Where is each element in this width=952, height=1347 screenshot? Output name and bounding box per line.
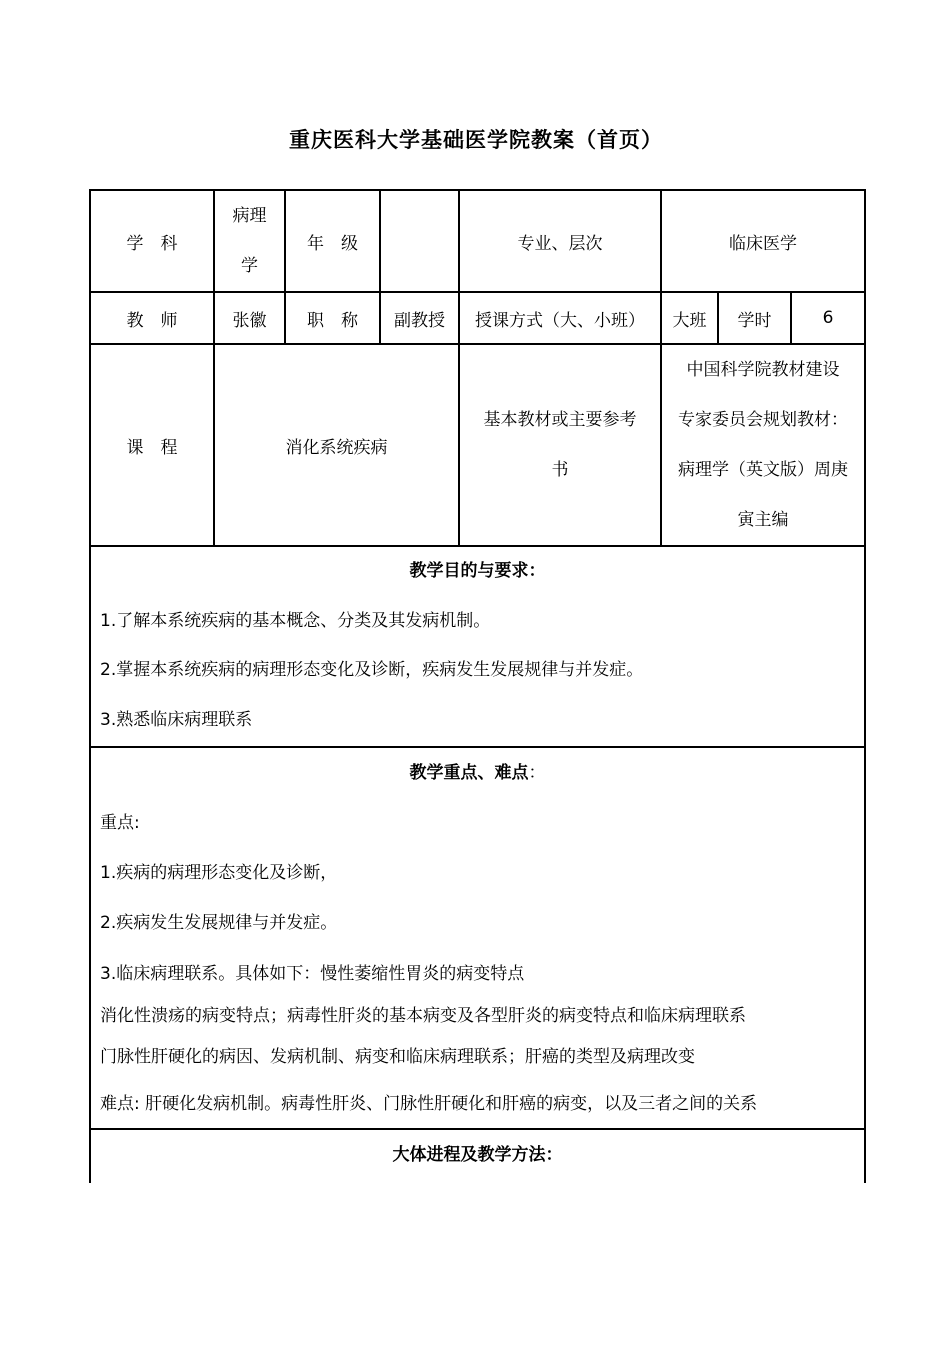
mode-label: 授课方式（大、小班） — [459, 292, 661, 344]
subject-value-line1: 病理 — [232, 206, 267, 226]
keypoints-heading-text: 教学重点、难点 — [409, 763, 529, 783]
info-row-3 — [90, 344, 865, 546]
textbook-value-line: 专家委员会规划教材： — [678, 410, 848, 430]
keypoints-section — [90, 747, 865, 1129]
subject-label: 学 科 — [90, 190, 214, 292]
hours-value: 6 — [791, 292, 865, 344]
keypoint-item: 1.疾病的病理形态变化及诊断， — [100, 863, 338, 883]
grade-value — [380, 190, 459, 292]
textbook-value-line: 中国科学院教材建设 — [686, 360, 840, 380]
subject-value-line2: 学 — [241, 256, 258, 276]
keypoint-item: 消化性溃疡的病变特点；病毒性肝炎的基本病变及各型肝炎的病变特点和临床病理联系 — [100, 1006, 746, 1026]
info-row-2 — [90, 292, 865, 344]
rank-value: 副教授 — [380, 292, 459, 344]
mode-value: 大班 — [661, 292, 718, 344]
course-label: 课 程 — [90, 344, 214, 546]
objectives-section — [90, 546, 865, 747]
hours-label: 学时 — [718, 292, 791, 344]
keypoint-item: 2.疾病发生发展规律与并发症。 — [100, 913, 338, 933]
progress-heading: 大体进程及教学方法： — [392, 1145, 563, 1165]
textbook-value-line: 病理学（英文版）周庚 — [678, 460, 848, 480]
difficulty-text: 难点: 肝硬化发病机制。病毒性肝炎、门脉性肝硬化和肝癌的病变，以及三者之间的关系 — [100, 1094, 758, 1114]
teacher-value: 张徽 — [214, 292, 285, 344]
keypoints-heading — [100, 748, 855, 798]
info-row-1 — [90, 190, 865, 292]
focus-label: 重点: — [100, 813, 140, 833]
major-label: 专业、层次 — [459, 190, 661, 292]
subject-value — [214, 190, 285, 292]
course-value: 消化系统疾病 — [214, 344, 459, 546]
textbook-value — [661, 344, 865, 546]
objective-item: 3.熟悉临床病理联系 — [100, 709, 253, 730]
keypoints-heading-colon: ： — [528, 763, 546, 783]
major-value: 临床医学 — [661, 190, 865, 292]
rank-label: 职 称 — [285, 292, 380, 344]
progress-section — [90, 1129, 865, 1183]
keypoints-row — [90, 747, 865, 1129]
progress-row — [90, 1129, 865, 1183]
page-title: 重庆医科大学基础医学院教案（首页） — [289, 128, 663, 152]
grade-label: 年 级 — [285, 190, 380, 292]
textbook-label-line2: 书 — [551, 460, 569, 480]
objectives-heading: 教学目的与要求： — [409, 561, 546, 581]
keypoint-item: 3.临床病理联系。具体如下：慢性萎缩性胃炎的病变特点 — [100, 964, 525, 984]
objectives-row — [90, 546, 865, 747]
lesson-plan-table — [89, 189, 866, 1183]
keypoint-item: 门脉性肝硬化的病因、发病机制、病变和临床病理联系；肝癌的类型及病理改变 — [100, 1047, 695, 1067]
objective-item: 2.掌握本系统疾病的病理形态变化及诊断，疾病发生发展规律与并发症。 — [100, 660, 644, 680]
textbook-label — [459, 344, 661, 546]
teacher-label: 教 师 — [90, 292, 214, 344]
textbook-label-line1: 基本教材或主要参考 — [483, 410, 637, 430]
textbook-value-line: 寅主编 — [737, 510, 789, 530]
objective-item: 1.了解本系统疾病的基本概念、分类及其发病机制。 — [100, 610, 491, 631]
